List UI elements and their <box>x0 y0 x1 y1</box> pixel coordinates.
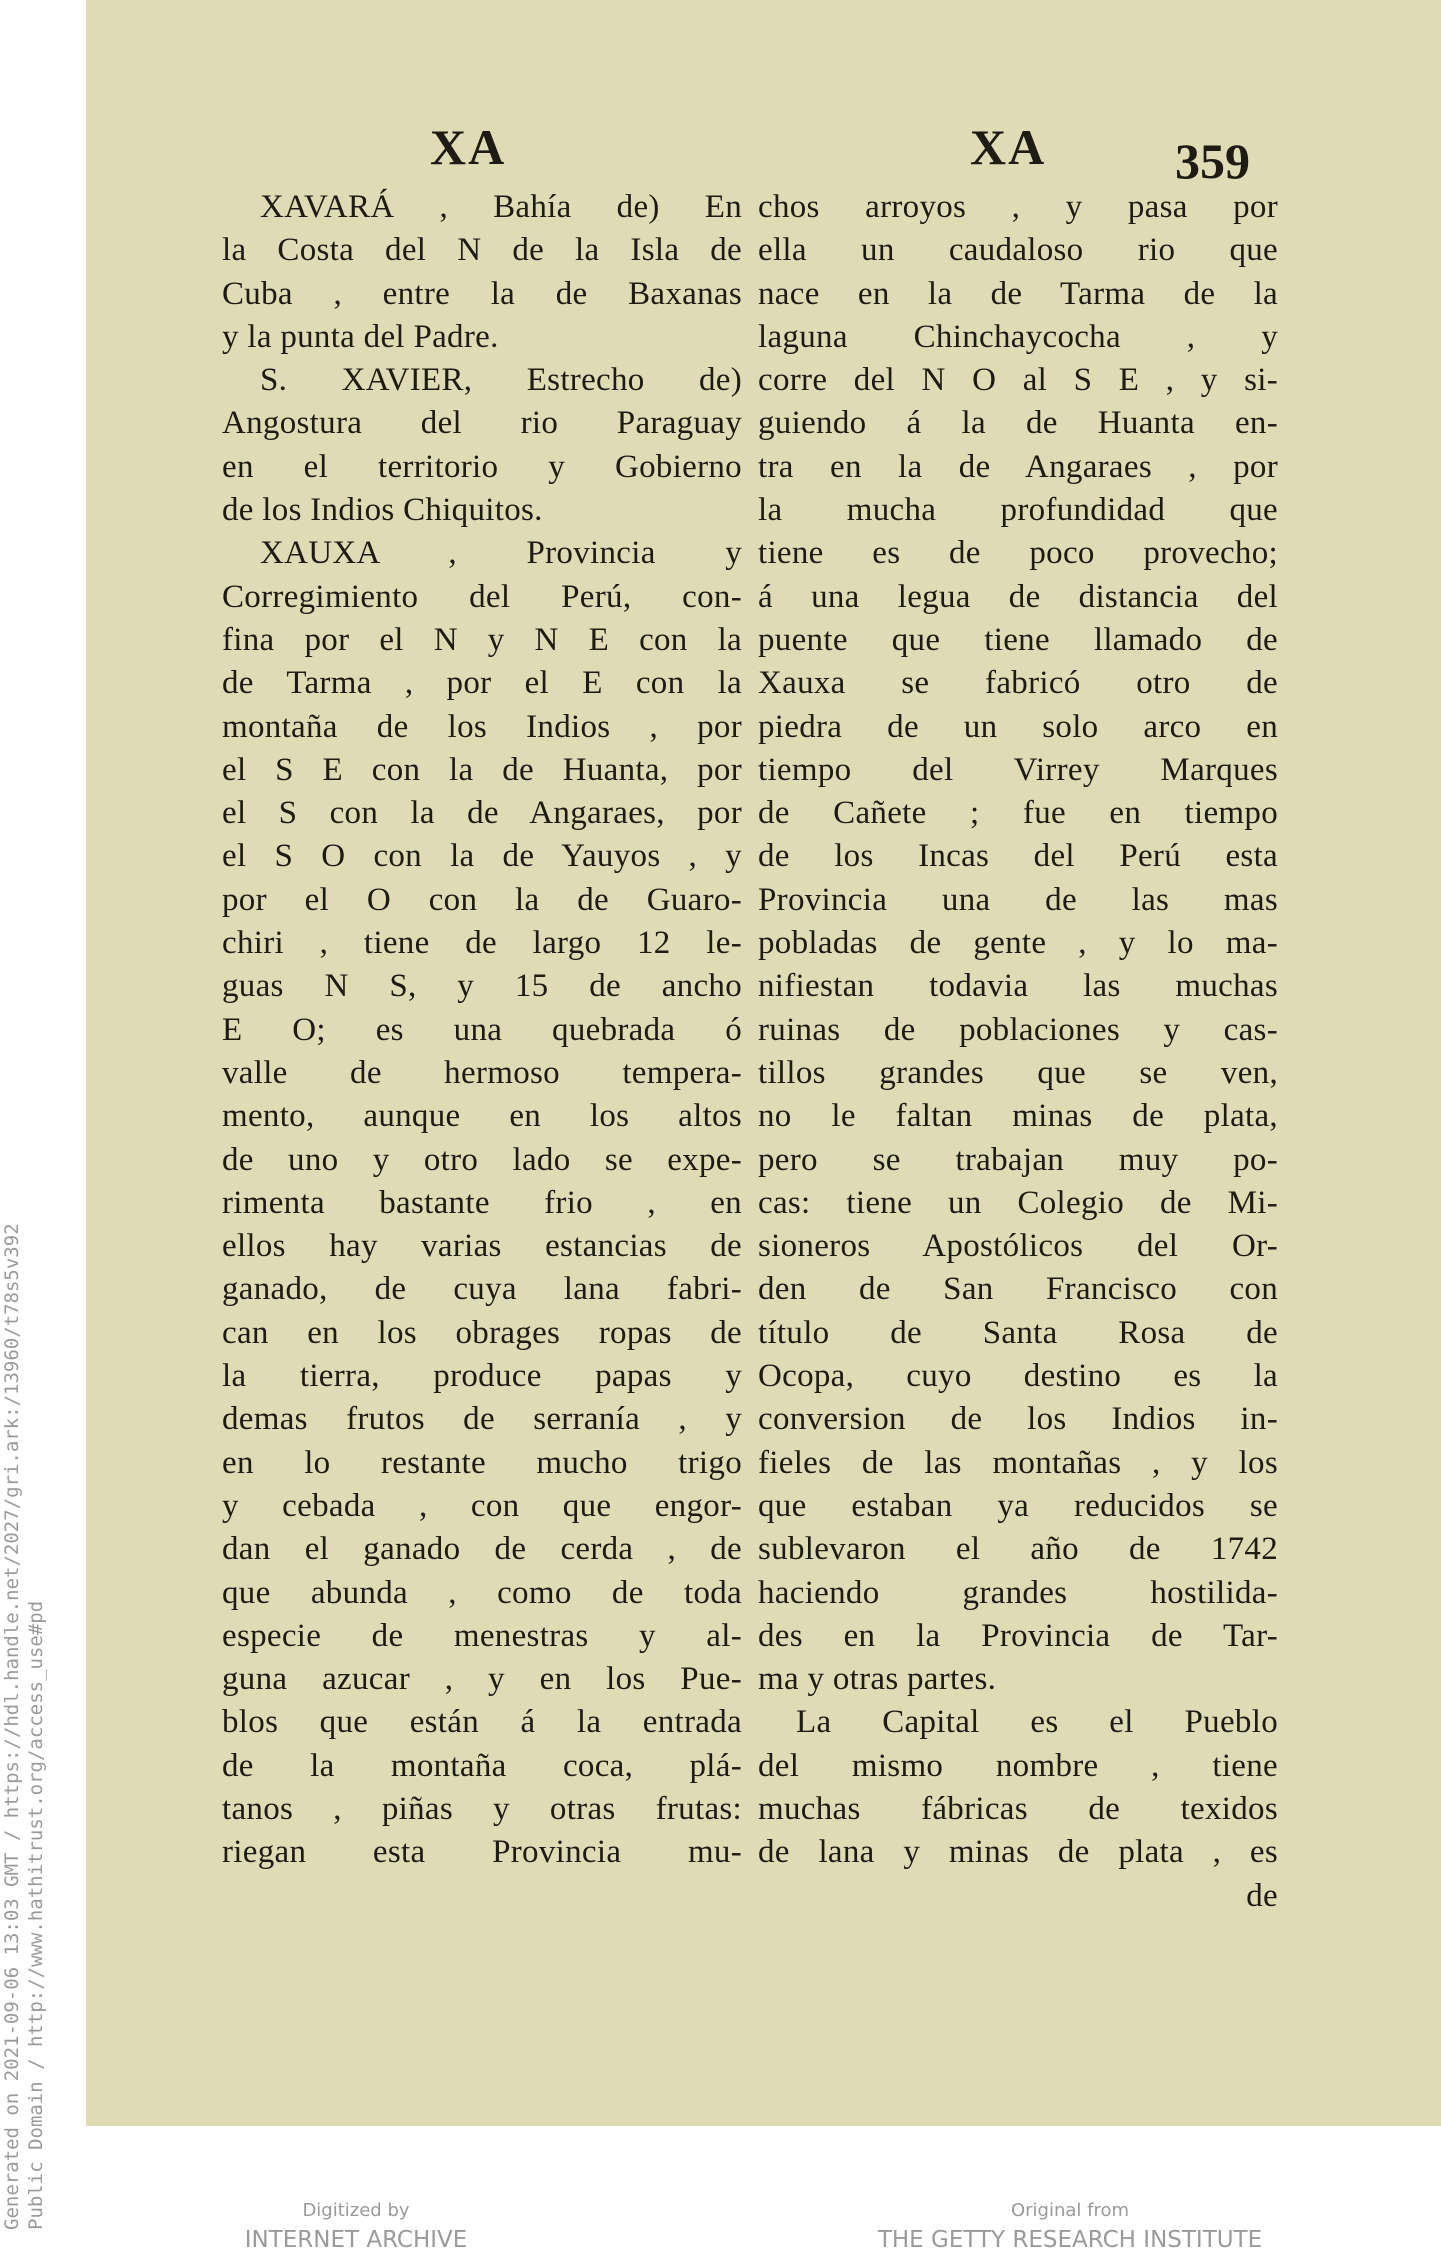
text-line: muchas fábricas de texidos <box>758 1790 1278 1827</box>
text-line: ruinas de poblaciones y cas- <box>758 1011 1278 1048</box>
text-line: ella un caudaloso rio que <box>758 232 1278 269</box>
text-line: valle de hermoso tempera- <box>222 1054 742 1091</box>
footer-original-source: THE GETTY RESEARCH INSTITUTE <box>877 2227 1263 2253</box>
text-line: la Costa del N de la Isla de <box>222 232 742 269</box>
text-line: de lana y minas de plata , es <box>758 1834 1278 1871</box>
text-line: E O; es una quebrada ó <box>222 1011 742 1048</box>
text-line: sioneros Apostólicos del Or- <box>758 1228 1278 1265</box>
text-line: especie de menestras y al- <box>222 1617 742 1654</box>
text-line: Ocopa, cuyo destino es la <box>758 1358 1278 1395</box>
text-line: XAVARÁ , Bahía de) En <box>260 189 742 225</box>
text-line: cas: tiene un Colegio de Mi- <box>758 1184 1278 1221</box>
text-line: de la montaña coca, plá- <box>222 1747 742 1784</box>
text-line: no le faltan minas de plata, <box>758 1098 1278 1135</box>
text-line: dan el ganado de cerda , de <box>222 1531 742 1568</box>
text-line: por el O con la de Guaro- <box>222 881 742 918</box>
text-line: y cebada , con que engor- <box>222 1487 742 1524</box>
text-line: den de San Francisco con <box>758 1271 1278 1308</box>
text-line: haciendo grandes hostilida- <box>758 1574 1278 1611</box>
text-line: blos que están á la entrada <box>222 1704 742 1741</box>
text-line: guiendo á la de Huanta en- <box>758 405 1278 442</box>
side-note-line: Public Domain / http://www.hathitrust.org/access_use#pd <box>25 1600 47 2230</box>
running-head-left: XA <box>430 119 507 175</box>
text-line: en el territorio y Gobierno <box>222 448 742 485</box>
text-line: Xauxa se fabricó otro de <box>758 665 1278 702</box>
text-line: el S E con la de Huanta, por <box>222 751 742 788</box>
text-line: tillos grandes que se ven, <box>758 1054 1278 1091</box>
text-line: mento, aunque en los altos <box>222 1098 742 1135</box>
text-line: de uno y otro lado se expe- <box>222 1141 742 1178</box>
left-text-column <box>222 186 742 1875</box>
text-line: pobladas de gente , y lo ma- <box>758 925 1278 962</box>
text-line: título de Santa Rosa de <box>758 1314 1278 1351</box>
text-line: de los Incas del Perú esta <box>758 838 1278 875</box>
footer-digitizer-name: INTERNET ARCHIVE <box>244 2227 468 2253</box>
side-note-line: Generated on 2021-09-06 13:03 GMT / https://hdl.handle.net/2027/gri.ark:/13960/t78s5v392 <box>1 1223 23 2230</box>
text-line: y la punta del Padre. <box>222 318 499 355</box>
text-line: pero se trabajan muy po- <box>758 1141 1278 1178</box>
text-line: tanos , piñas y otras frutas: <box>222 1790 742 1827</box>
text-line: XAUXA , Provincia y <box>260 535 742 572</box>
text-line: S. XAVIER, Estrecho de) <box>260 362 742 399</box>
text-line: rimenta bastante frio , en <box>222 1184 742 1221</box>
text-line: nace en la de Tarma de la <box>758 275 1278 312</box>
text-line: sublevaron el año de 1742 <box>758 1531 1278 1568</box>
text-line: laguna Chinchaycocha , y <box>758 318 1278 355</box>
text-line: que estaban ya reducidos se <box>758 1487 1278 1524</box>
text-line: el S O con la de Yauyos , y <box>222 838 742 875</box>
text-line: nifiestan todavia las muchas <box>758 968 1278 1005</box>
text-line: corre del N O al S E , y si- <box>758 362 1278 399</box>
text-line: tiempo del Virrey Marques <box>758 751 1278 788</box>
running-head-right: XA <box>970 119 1047 175</box>
text-line: el S con la de Angaraes, por <box>222 795 742 832</box>
text-line: ma y otras partes. <box>758 1661 997 1698</box>
text-line: fina por el N y N E con la <box>222 621 742 658</box>
text-line: la tierra, produce papas y <box>222 1358 742 1395</box>
text-line: en lo restante mucho trigo <box>222 1444 742 1481</box>
text-line: ellos hay varias estancias de <box>222 1228 742 1265</box>
text-line: de los Indios Chiquitos. <box>222 492 543 529</box>
text-line: chiri , tiene de largo 12 le- <box>222 925 742 962</box>
text-line: montaña de los Indios , por <box>222 708 742 745</box>
text-line: tiene es de poco provecho; <box>758 535 1278 572</box>
text-line: chos arroyos , y pasa por <box>758 189 1278 225</box>
page-number: 359 <box>1175 133 1250 189</box>
text-line: de <box>1246 1877 1278 1914</box>
text-line: Cuba , entre la de Baxanas <box>222 275 742 312</box>
text-line: Corregimiento del Perú, con- <box>222 578 742 615</box>
text-line: guas N S, y 15 de ancho <box>222 968 742 1005</box>
footer-digitized-by <box>226 2200 486 2253</box>
text-line: puente que tiene llamado de <box>758 621 1278 658</box>
text-line: can en los obrages ropas de <box>222 1314 742 1351</box>
text-line: Angostura del rio Paraguay <box>222 405 742 442</box>
text-line: demas frutos de serranía , y <box>222 1401 742 1438</box>
footer-original-label: Original from <box>1010 2200 1130 2221</box>
footer-original-from <box>870 2200 1270 2253</box>
text-line: des en la Provincia de Tar- <box>758 1617 1278 1654</box>
text-line: que abunda , como de toda <box>222 1574 742 1611</box>
right-text-column <box>758 186 1278 1918</box>
text-line: tra en la de Angaraes , por <box>758 448 1278 485</box>
text-line: La Capital es el Pueblo <box>796 1704 1278 1741</box>
text-line: á una legua de distancia del <box>758 578 1278 615</box>
text-line: fieles de las montañas , y los <box>758 1444 1278 1481</box>
hathitrust-side-note <box>0 1100 48 2230</box>
text-line: de Cañete ; fue en tiempo <box>758 795 1278 832</box>
text-line: piedra de un solo arco en <box>758 708 1278 745</box>
text-line: del mismo nombre , tiene <box>758 1747 1278 1784</box>
footer-digitized-label: Digitized by <box>302 2200 410 2221</box>
text-line: guna azucar , y en los Pue- <box>222 1661 742 1698</box>
text-line: Provincia una de las mas <box>758 881 1278 918</box>
text-line: ganado, de cuya lana fabri- <box>222 1271 742 1308</box>
text-line: de Tarma , por el E con la <box>222 665 742 702</box>
text-line: conversion de los Indios in- <box>758 1401 1278 1438</box>
text-line: riegan esta Provincia mu- <box>222 1834 742 1871</box>
text-line: la mucha profundidad que <box>758 492 1278 529</box>
